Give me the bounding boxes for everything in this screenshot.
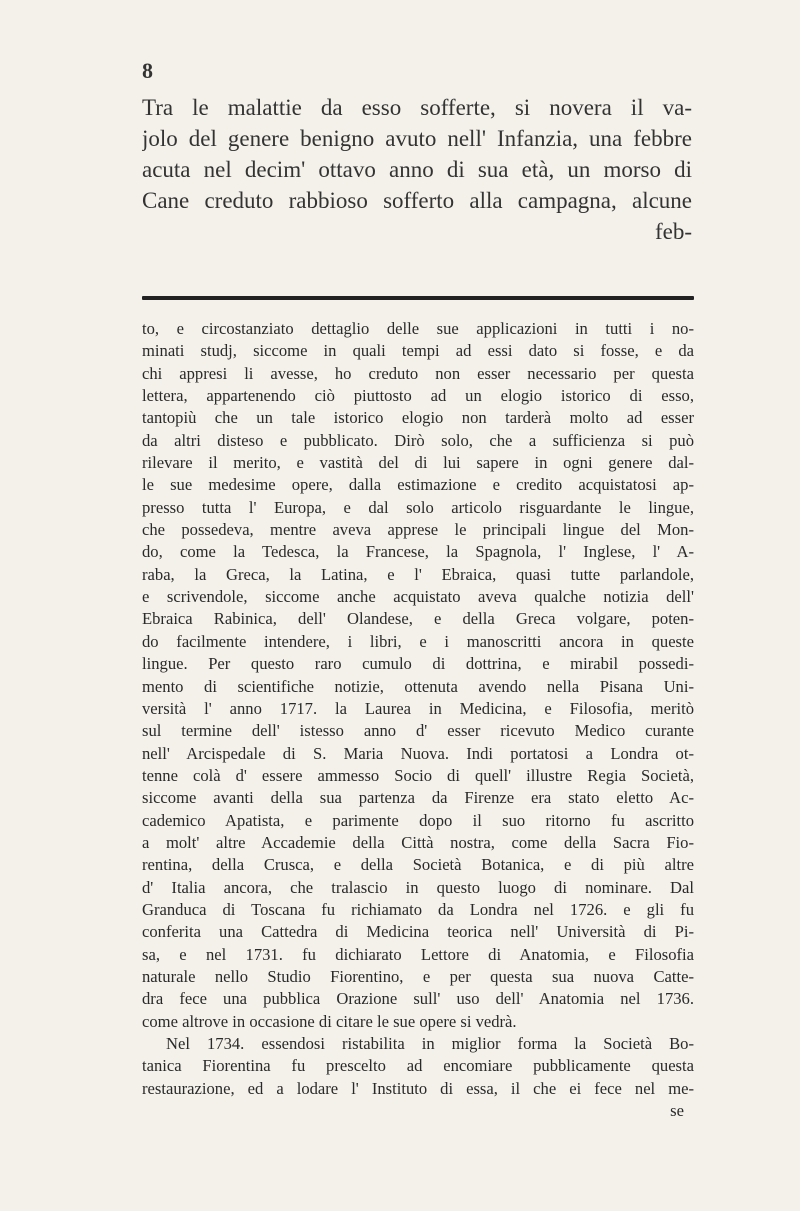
text-line: raba, la Greca, la Latina, e l' Ebraica, quasi tutte parlandole, xyxy=(142,564,694,584)
text-line: minati studj, siccome in quali tempi ad essi dato si fosse, e da xyxy=(142,341,694,361)
text-line: a molt' altre Accademie della Città nostra, come della Sacra Fio- xyxy=(142,832,694,852)
text-line: acuta nel decim' ottavo anno di sua età, un morso di xyxy=(142,157,692,182)
page-number: 8 xyxy=(142,58,153,83)
text-line: sa, e nel 1731. fu dichiarato Lettore di Anatomia, e Filosofia xyxy=(142,944,694,964)
text-line: naturale nello Studio Fiorentino, e per questa sua nuova Catte- xyxy=(142,966,694,986)
text-line: tantopiù che un tale istorico elogio non tarderà molto ad esser xyxy=(142,408,694,428)
catchword: se xyxy=(670,1101,684,1121)
text-line: che possedeva, mentre aveva apprese le principali lingue del Mon- xyxy=(142,520,694,540)
text-line: cademico Apatista, e parimente dopo il suo ritorno fu ascritto xyxy=(142,810,694,830)
text-line: rentina, della Crusca, e della Società Botanica, e di più altre xyxy=(142,855,694,875)
text-line: do facilmente intendere, i libri, e i manoscritti ancora in queste xyxy=(142,631,694,651)
catchword: feb- xyxy=(654,219,692,244)
text-line: tanica Fiorentina fu prescelto ad encomiare pubblicamente questa xyxy=(142,1056,694,1076)
text-line: rilevare il merito, e vastità del di lui sapere in ogni genere dal- xyxy=(142,453,694,473)
text-line: Ebraica Rabinica, dell' Olandese, e della Greca volgare, poten- xyxy=(142,609,694,629)
text-line: to, e circostanziato dettaglio delle sue applicazioni in tutti i no- xyxy=(142,319,694,338)
text-line: restaurazione, ed a lodare l' Instituto di essa, il che ei fece nel me- xyxy=(142,1078,694,1098)
text-line: Cane creduto rabbioso sofferto alla campagna, alcune xyxy=(142,188,692,213)
text-line: come altrove in occasione di citare le sue opere si vedrà. xyxy=(142,1011,517,1031)
section-divider xyxy=(142,296,694,300)
text-line: sul termine dell' istesso anno d' esser ricevuto Medico curante xyxy=(142,721,694,741)
text-line: conferita una Cattedra di Medicina teorica nell' Università di Pi- xyxy=(142,922,694,942)
text-line: versità l' anno 1717. la Laurea in Medicina, e Filosofia, meritò xyxy=(142,698,694,718)
text-line: d' Italia ancora, che tralascio in questo luogo di nominare. Dal xyxy=(142,877,694,897)
text-line: mento di scientifiche notizie, ottenuta avendo nella Pisana Uni- xyxy=(142,676,694,696)
text-line: chi appresi li avesse, ho creduto non esser necessario per questa xyxy=(142,363,694,383)
text-line: Nel 1734. essendosi ristabilita in miglior forma la Società Bo- xyxy=(166,1034,694,1053)
text-line: Tra le malattie da esso sofferte, si novera il va- xyxy=(142,95,692,120)
text-line: da altri disteso e pubblicato. Dirò solo, che a sufficienza si può xyxy=(142,430,694,450)
text-line: lettera, appartenendo ciò piuttosto ad un elogio istorico di esso, xyxy=(142,386,694,406)
text-line: dra fece una pubblica Orazione sull' uso dell' Anatomia nel 1736. xyxy=(142,989,694,1009)
text-line: e scrivendole, siccome anche acquistato aveva qualche notizia dell' xyxy=(142,587,694,607)
text-line: tenne colà d' essere ammesso Socio di quell' illustre Regia Società, xyxy=(142,765,694,785)
text-line: Granduca di Toscana fu richiamato da Londra nel 1726. e gli fu xyxy=(142,899,694,919)
text-line: jolo del genere benigno avuto nell' Infanzia, una febbre xyxy=(142,126,692,151)
opening-paragraph xyxy=(142,92,692,247)
text-line: siccome avanti della sua partenza da Firenze era stato eletto Ac- xyxy=(142,788,694,808)
main-text xyxy=(142,318,694,1122)
text-line: do, come la Tedesca, la Francese, la Spagnola, l' Inglese, l' A- xyxy=(142,542,694,562)
text-line: nell' Arcispedale di S. Maria Nuova. Indi portatosi a Londra ot- xyxy=(142,743,694,763)
text-line: le sue medesime opere, dalla estimazione e credito acquistatosi ap- xyxy=(142,475,694,495)
text-line: lingue. Per questo raro cumulo di dottrina, e mirabil possedi- xyxy=(142,654,694,674)
text-line: presso tutta l' Europa, e dal solo articolo risguardante le lingue, xyxy=(142,497,694,517)
